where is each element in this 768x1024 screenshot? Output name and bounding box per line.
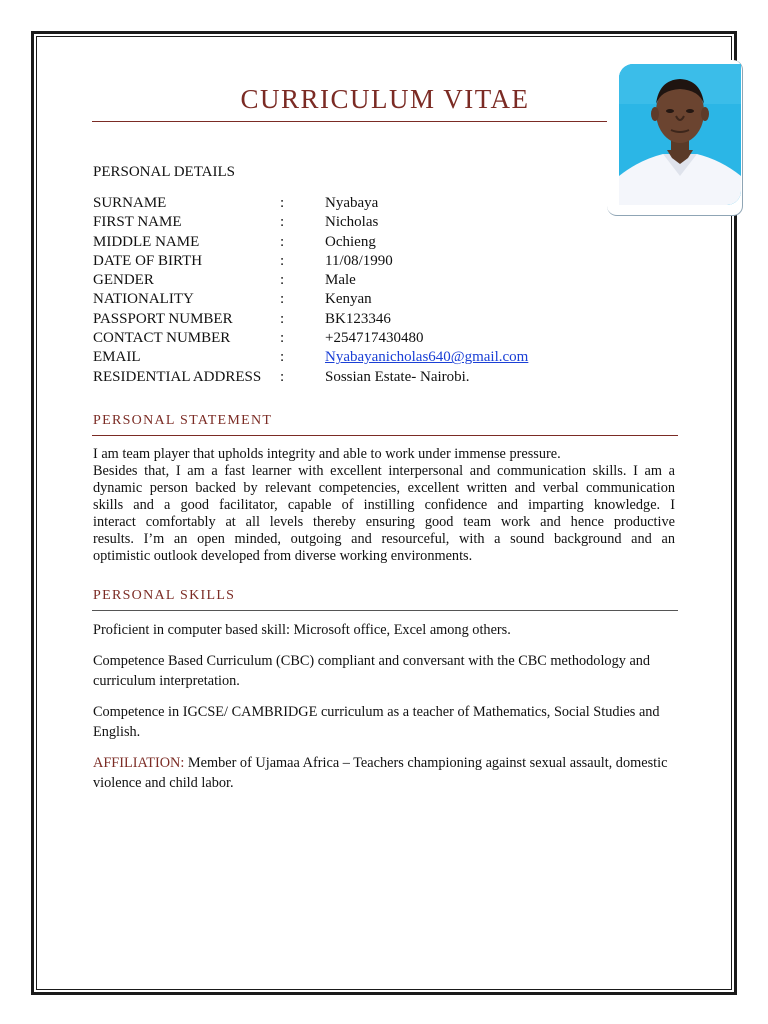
detail-value: Male — [325, 272, 356, 289]
detail-value: +254717430480 — [325, 330, 424, 347]
statement-line: Besides that, I am a fast learner with excellent interpersonal and communication skills. I am a — [93, 463, 675, 479]
detail-separator: : — [280, 214, 285, 231]
detail-value: Nyabaya — [325, 195, 379, 211]
detail-value: BK123346 — [325, 310, 391, 327]
detail-label: NATIONALITY — [93, 291, 194, 308]
detail-separator: : — [280, 349, 285, 366]
detail-label: PASSPORT NUMBER — [93, 310, 233, 327]
statement-line: I am team player that upholds integrity and able to work under immense pressure. — [93, 446, 561, 462]
statement-line: interact comfortably at all levels thereby ensuring good team work and hence productive — [93, 514, 675, 530]
email-link[interactable]: Nyabayanicholas640@gmail.com — [325, 349, 529, 366]
detail-row-middle-name — [93, 233, 653, 252]
detail-label: RESIDENTIAL ADDRESS — [93, 368, 262, 385]
detail-value-cell — [325, 348, 653, 367]
detail-row-first-name — [93, 213, 653, 232]
statement-line: results. I’m an open minded, outgoing and resourceful, with a sound background and an — [93, 531, 675, 547]
personal-statement-divider — [92, 435, 678, 436]
portrait-illustration — [619, 64, 741, 205]
detail-row-contact-number — [93, 329, 653, 348]
personal-details-table — [93, 194, 653, 387]
personal-skills-heading: PERSONAL SKILLS — [93, 588, 236, 603]
detail-label: EMAIL — [93, 349, 141, 366]
personal-details-heading: PERSONAL DETAILS — [93, 164, 235, 180]
detail-value: Kenyan — [325, 291, 372, 308]
personal-statement-heading: PERSONAL STATEMENT — [93, 413, 273, 428]
detail-row-passport-number — [93, 310, 653, 329]
detail-value: Ochieng — [325, 233, 376, 250]
detail-value: 11/08/1990 — [325, 252, 393, 269]
personal-statement-text — [93, 446, 675, 565]
detail-row-date-of-birth — [93, 252, 653, 271]
detail-label: GENDER — [93, 272, 154, 289]
skill-item: Competence in IGCSE/ CAMBRIDGE curriculum as a teacher of Mathematics, Social Studies and English. — [93, 704, 660, 740]
page-title: CURRICULUM VITAE — [240, 84, 530, 114]
detail-separator: : — [280, 272, 285, 289]
detail-label: DATE OF BIRTH — [93, 252, 203, 269]
detail-label: CONTACT NUMBER — [93, 330, 231, 347]
detail-separator: : — [280, 368, 285, 385]
detail-separator: : — [280, 195, 285, 211]
skill-item: Competence Based Curriculum (CBC) compliant and conversant with the CBC methodology and curriculum interpretation. — [93, 653, 651, 689]
detail-row-gender — [93, 271, 653, 290]
detail-row-residential-address — [93, 368, 653, 387]
statement-line: skills and a good facilitator, capable of instilling confidence and imparting knowledge. I — [93, 497, 675, 513]
detail-label: SURNAME — [93, 195, 167, 211]
affiliation — [93, 754, 675, 793]
detail-label: FIRST NAME — [93, 214, 182, 231]
detail-row-surname — [93, 194, 653, 213]
detail-row-email — [93, 348, 653, 367]
detail-separator: : — [280, 291, 285, 308]
statement-line: optimistic outlook developed from diverse working environments. — [93, 548, 473, 564]
detail-separator: : — [280, 330, 285, 347]
affiliation-text: Member of Ujamaa Africa – Teachers championing against sexual assault, domestic violence and child labor. — [93, 755, 668, 791]
detail-separator: : — [280, 252, 285, 269]
title-divider — [92, 121, 612, 122]
detail-label: MIDDLE NAME — [93, 233, 200, 250]
skill-item: Proficient in computer based skill: Microsoft office, Excel among others. — [93, 622, 511, 638]
detail-value: Sossian Estate- Nairobi. — [325, 368, 470, 385]
detail-separator: : — [280, 310, 285, 327]
profile-photo — [619, 64, 741, 205]
detail-value: Nicholas — [325, 214, 379, 231]
profile-photo-frame — [607, 60, 743, 216]
personal-skills-divider — [92, 610, 678, 611]
statement-line: dynamic person backed by relevant competencies, excellent written and verbal communication — [93, 480, 675, 496]
affiliation-label: AFFILIATION: — [93, 755, 185, 771]
detail-separator: : — [280, 233, 285, 250]
detail-row-nationality — [93, 290, 653, 309]
